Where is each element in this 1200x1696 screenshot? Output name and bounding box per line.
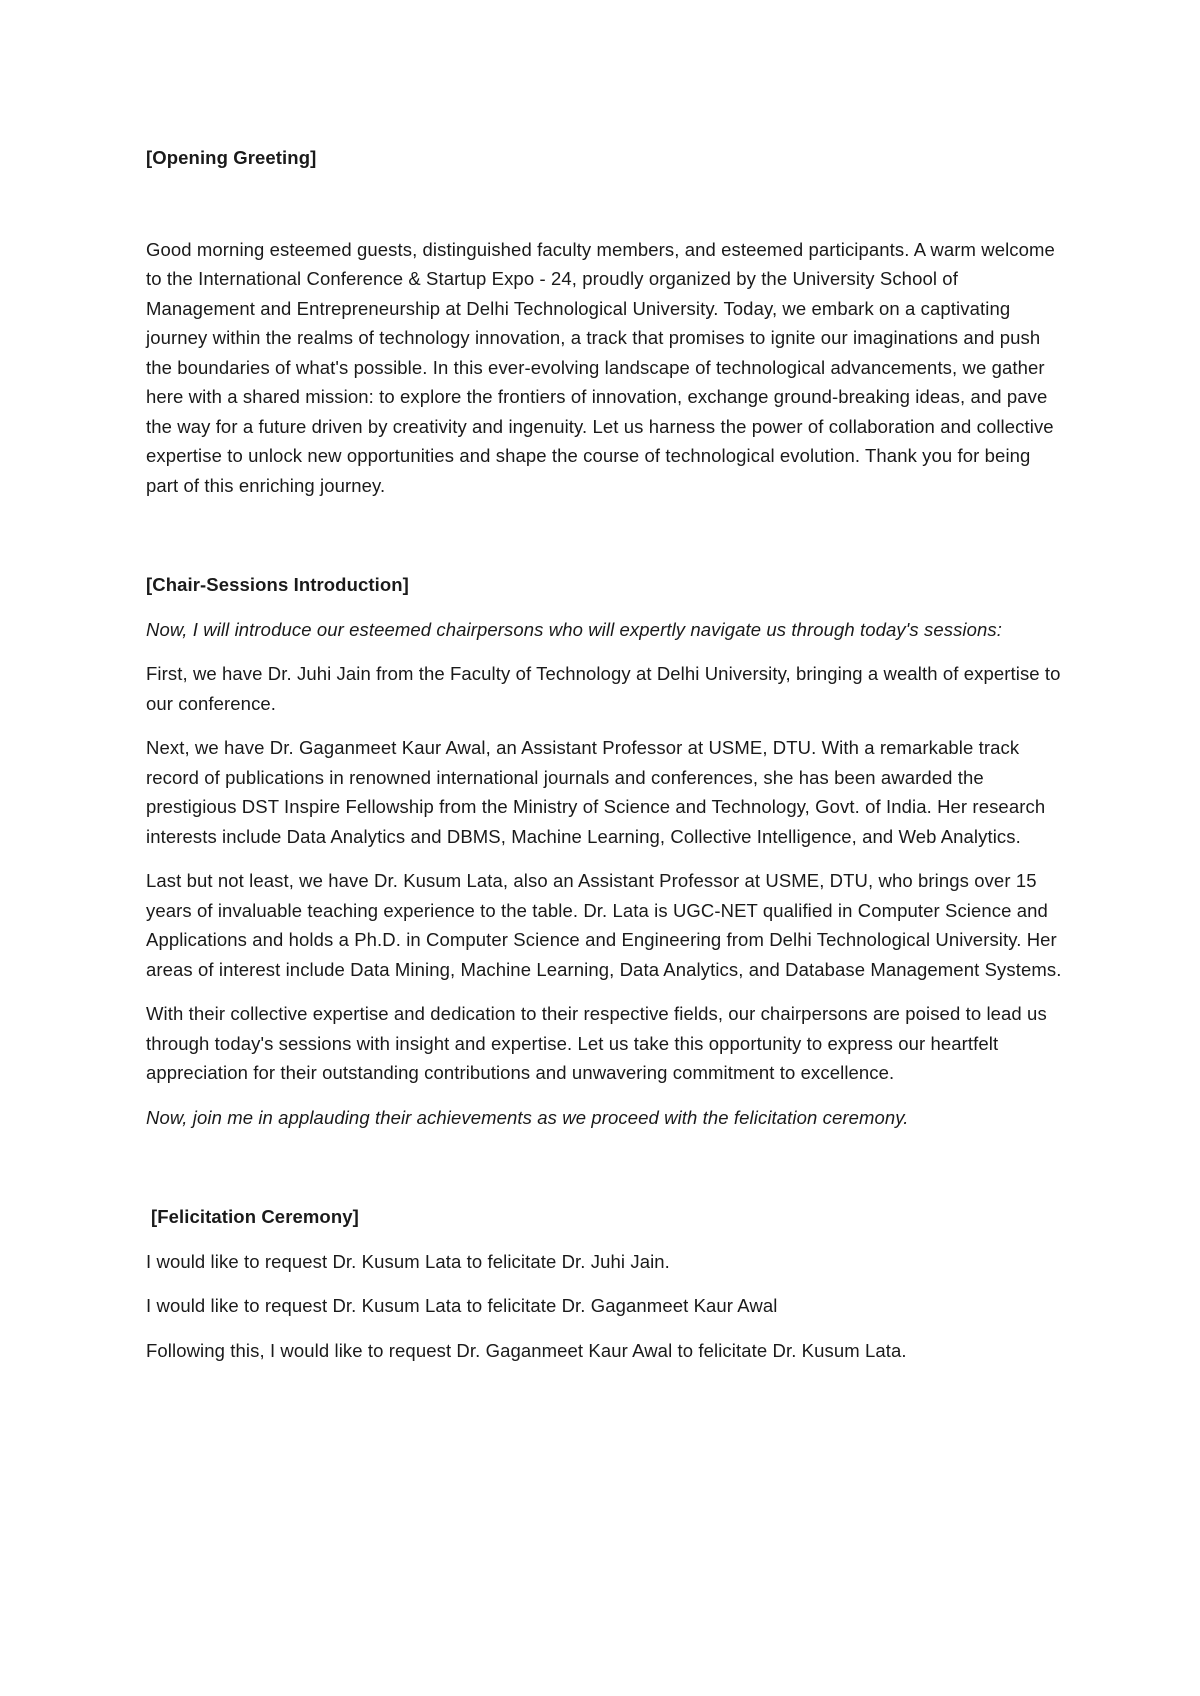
chair-sessions-heading: [Chair-Sessions Introduction] <box>146 574 409 595</box>
chair-sessions-closing: Now, join me in applauding their achievements as we proceed with the felicitation ceremony. <box>146 1106 909 1128</box>
chairpersons-collective-paragraph: With their collective expertise and dedication to their respective fields, our chairpersons are poised to lead us through today's sessions with insight and expertise. Let us take this opportunity to express our heartfelt appreciation for their outstanding contributions and unwavering commitment to excellence. <box>146 1003 1047 1083</box>
felicitation-line: I would like to request Dr. Kusum Lata to felicitate Dr. Gaganmeet Kaur Awal <box>146 1295 778 1316</box>
felicitation-line: I would like to request Dr. Kusum Lata to felicitate Dr. Juhi Jain. <box>146 1250 670 1272</box>
chairperson-first-paragraph: First, we have Dr. Juhi Jain from the Faculty of Technology at Delhi University, bringing a wealth of expertise to our conference. <box>146 663 1061 714</box>
felicitation-line: Following this, I would like to request Dr. Gaganmeet Kaur Awal to felicitate Dr. Kusum Lata. <box>146 1339 907 1361</box>
chairperson-last-paragraph: Last but not least, we have Dr. Kusum Lata, also an Assistant Professor at USME, DTU, who brings over 15 years of invaluable teaching experience to the table. Dr. Lata is UGC-NET qualified in Computer Science and Applications and holds a Ph.D. in Computer Science and Engineering from Delhi Technological University. Her areas of interest include Data Mining, Machine Learning, Data Analytics, and Database Management Systems. <box>146 870 1062 980</box>
opening-greeting-heading: [Opening Greeting] <box>146 147 317 168</box>
chair-sessions-intro: Now, I will introduce our esteemed chairpersons who will expertly navigate us through today's sessions: <box>146 618 1003 640</box>
chairperson-next-paragraph: Next, we have Dr. Gaganmeet Kaur Awal, an Assistant Professor at USME, DTU. With a remarkable track record of publications in renowned international journals and conferences, she has been awarded the prestigious DST Inspire Fellowship from the Ministry of Science and Technology, Govt. of India. Her research interests include Data Analytics and DBMS, Machine Learning, Collective Intelligence, and Web Analytics. <box>146 737 1046 847</box>
document-body <box>146 143 1066 1365</box>
opening-greeting-paragraph: Good morning esteemed guests, distinguished faculty members, and esteemed participants. A warm welcome to the International Conference & Startup Expo - 24, proudly organized by the University School of Management and Entrepreneurship at Delhi Technological University. Today, we embark on a captivating journey within the realms of technology innovation, a track that promises to ignite our imaginations and push the boundaries of what's possible. In this ever-evolving landscape of technological advancements, we gather here with a shared mission: to explore the frontiers of innovation, exchange ground-breaking ideas, and pave the way for a future driven by creativity and ingenuity. Let us harness the power of collaboration and collective expertise to unlock new opportunities and shape the course of technological evolution. Thank you for being part of this enriching journey. <box>146 238 1055 496</box>
felicitation-ceremony-heading: [Felicitation Ceremony] <box>151 1206 359 1227</box>
